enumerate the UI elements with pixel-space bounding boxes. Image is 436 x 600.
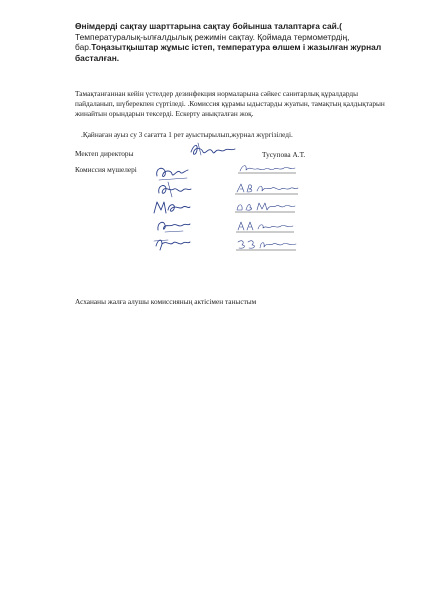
member-signature-4 [153, 216, 193, 236]
director-name: Тусупова А.Т. [262, 150, 306, 159]
member-signature-3 [150, 198, 192, 218]
director-label: Мектеп директоры [75, 149, 134, 158]
heading-line-3-normal: бар. [75, 42, 92, 53]
heading-line-2: Температуралық-ылғалдылық режимін сақтау. Қоймада термометрдің, [75, 31, 350, 42]
member-signature-5 [152, 234, 192, 254]
paragraph-disinfection: Тамақтанғаннан кейін үстелдер дезинфекция нормаларына сәйкес санитарлық құралдарды пайдаланып, шүберекпен сүртіледі. .Комиссия құрамы ыдыстарды жуатын, тамақтың қалдықтарын жинайтын орындарын тексерді. Ескерту анықталған жоқ. [75, 89, 385, 118]
member-name-5 [236, 236, 298, 252]
heading-block [75, 21, 395, 63]
director-signature [188, 140, 238, 160]
member-name-4 [236, 218, 296, 234]
member-name-2 [235, 180, 300, 196]
commission-label: Комиссия мүшелері [75, 165, 137, 174]
paragraph-water: .Қайнаған ауыз су 3 сағатта 1 рет ауыстырылып,журнал жүргізіледі. [81, 130, 293, 139]
heading-line-4: басталған. [75, 52, 120, 63]
member-name-3 [235, 198, 297, 214]
member-signature-2 [154, 180, 194, 200]
member-name-1 [238, 160, 298, 176]
heading-line-3-bold: Тоңазытқыштар жұмыс істеп, температура өлшем і жазылған журнал [91, 42, 382, 53]
heading-line-1: Өнімдерді сақтау шарттарына сақтау бойынша талаптарға сай.( [75, 21, 342, 31]
footer-acknowledgement: Асхананы жалға алушы комиссияның актісімен таныстым [75, 297, 257, 306]
